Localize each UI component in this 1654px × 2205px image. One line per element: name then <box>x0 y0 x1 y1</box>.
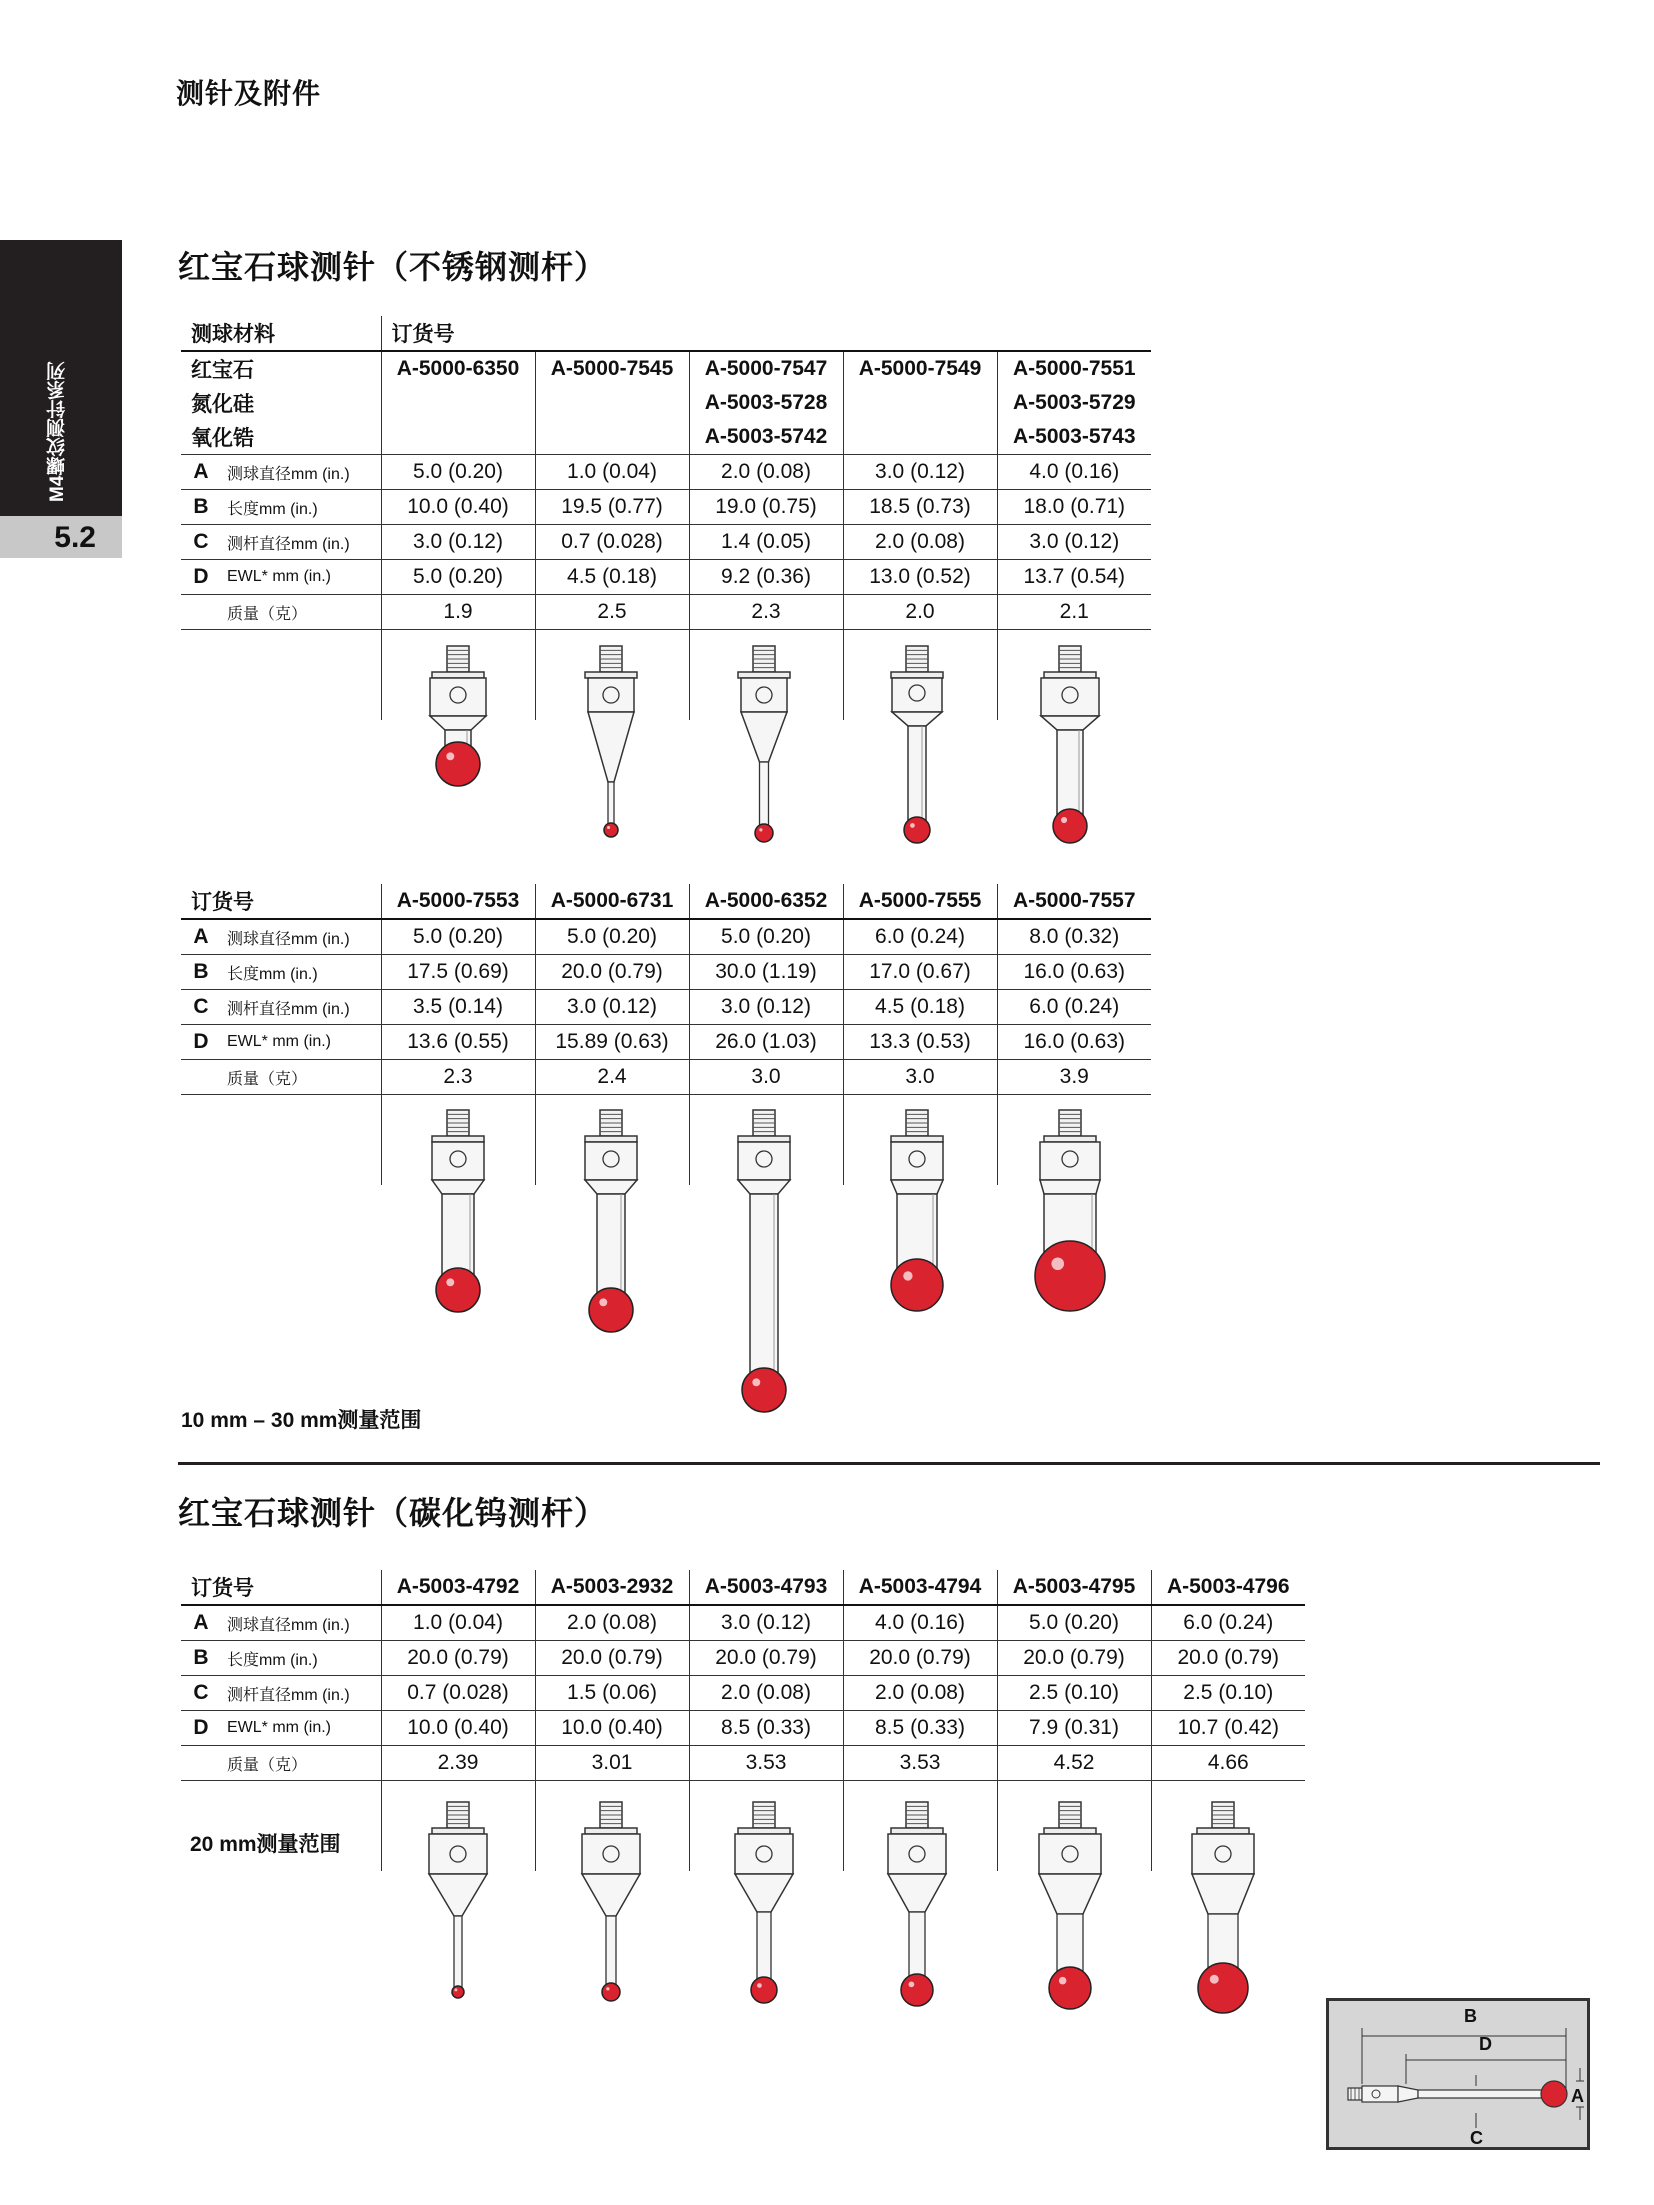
stylus-drawing <box>430 646 486 786</box>
stylus-drawing <box>1039 1802 1101 2009</box>
table-cell: 17.5 (0.69) <box>381 955 535 990</box>
table-cell: 9.2 (0.36) <box>689 560 843 595</box>
table-cell: 3.0 (0.12) <box>997 525 1151 560</box>
ruby-ball <box>904 817 930 843</box>
table-cell: 5.0 (0.20) <box>381 560 535 595</box>
row-label: 测杆直径mm (in.) <box>221 525 381 560</box>
ball-highlight <box>1210 1975 1219 1984</box>
table-cell: 20.0 (0.79) <box>1151 1641 1305 1676</box>
stylus-stem <box>909 1912 925 1980</box>
stylus-cone <box>741 712 787 762</box>
row-label: 质量（克） <box>221 1060 381 1095</box>
table-cell: 19.0 (0.75) <box>689 490 843 525</box>
stylus-stem <box>608 782 614 826</box>
stylus-drawing <box>585 1110 637 1332</box>
order-code: A-5000-7553 <box>381 884 535 919</box>
stylus-cone <box>582 1874 640 1916</box>
row-letter: D <box>181 1025 221 1060</box>
row-label: EWL* mm (in.) <box>221 1025 381 1060</box>
table-cell: 1.9 <box>381 595 535 630</box>
order-code: A-5000-7551 <box>997 351 1151 386</box>
stylus-body <box>1192 1834 1254 1874</box>
order-code: A-5000-6352 <box>689 884 843 919</box>
table-cell: 10.0 (0.40) <box>535 1711 689 1746</box>
ball-highlight <box>599 1298 607 1306</box>
stylus-flange <box>432 1136 484 1142</box>
stylus-flange <box>891 1828 943 1834</box>
table-cell: 8.5 (0.33) <box>843 1711 997 1746</box>
order-code: A-5003-4794 <box>843 1570 997 1605</box>
order-code: A-5003-2932 <box>535 1570 689 1605</box>
row-label: 测球直径mm (in.) <box>221 1605 381 1641</box>
stylus-stem <box>1057 1914 1083 1975</box>
ruby-ball <box>901 1974 933 2006</box>
table-cell: 6.0 (0.24) <box>1151 1605 1305 1641</box>
ruby-ball <box>602 1983 620 2001</box>
stylus-stem <box>908 726 926 824</box>
stylus-drawing <box>735 1802 793 2003</box>
table-cell: 17.0 (0.67) <box>843 955 997 990</box>
dimension-label-b: B <box>1464 2006 1477 2026</box>
stylus-body <box>585 1142 637 1180</box>
ruby-ball <box>751 1977 777 2003</box>
ruby-ball <box>1049 1967 1091 2009</box>
table-cell: 4.0 (0.16) <box>997 455 1151 490</box>
ball-highlight <box>759 828 762 831</box>
stylus-flange <box>738 1828 790 1834</box>
table-cell: 20.0 (0.79) <box>535 1641 689 1676</box>
stylus-taper <box>1040 1180 1100 1194</box>
table-cell: 2.1 <box>997 595 1151 630</box>
order-code: A-5003-4796 <box>1151 1570 1305 1605</box>
order-code: A-5003-5728 <box>689 386 843 420</box>
table-cell: 2.3 <box>689 595 843 630</box>
row-letter: A <box>181 1605 221 1641</box>
table-cell: 4.66 <box>1151 1746 1305 1781</box>
row-label: 测杆直径mm (in.) <box>221 990 381 1025</box>
stylus-drawing <box>738 1110 790 1412</box>
table-cell: 20.0 (0.79) <box>689 1641 843 1676</box>
stylus-body <box>429 1834 487 1874</box>
stylus-flange <box>1044 1828 1096 1834</box>
ruby-ball <box>891 1259 943 1311</box>
table-cell: 18.0 (0.71) <box>997 490 1151 525</box>
table-cell: 2.0 (0.08) <box>535 1605 689 1641</box>
ruby-ball <box>436 742 480 786</box>
stylus-body <box>1041 678 1099 716</box>
section3-title: 红宝石球测针（碳化钨测杆） <box>178 1495 608 1531</box>
table-cell: 4.0 (0.16) <box>843 1605 997 1641</box>
stylus-flange <box>585 672 637 678</box>
row-letter: D <box>181 560 221 595</box>
row-letter: C <box>181 990 221 1025</box>
table-cell: 3.0 (0.12) <box>843 455 997 490</box>
table-cell: 3.0 (0.12) <box>381 525 535 560</box>
ruby-ball <box>1035 1241 1105 1311</box>
ball-highlight <box>757 1983 762 1988</box>
order-header: 订货号 <box>181 1570 381 1605</box>
table-cell: 20.0 (0.79) <box>381 1641 535 1676</box>
material-zirconia: 氧化锆 <box>181 420 381 455</box>
stylus-body <box>735 1834 793 1874</box>
ruby-ball <box>755 824 773 842</box>
table-cell: 13.3 (0.53) <box>843 1025 997 1060</box>
table-cell: 3.9 <box>997 1060 1151 1095</box>
ruby-ball <box>604 823 618 837</box>
row-label: 测球直径mm (in.) <box>221 919 381 955</box>
section3-range-note: 20 mm测量范围 <box>190 1833 341 1856</box>
table-cell: 1.5 (0.06) <box>535 1676 689 1711</box>
table-cell: 20.0 (0.79) <box>997 1641 1151 1676</box>
ball-highlight <box>607 826 610 829</box>
row-label: 质量（克） <box>221 595 381 630</box>
order-code: A-5003-4793 <box>689 1570 843 1605</box>
stylus-flange <box>1044 1136 1096 1142</box>
row-letter: D <box>181 1711 221 1746</box>
order-code: A-5003-5742 <box>689 420 843 455</box>
material-silicon-nitride: 氮化硅 <box>191 393 254 416</box>
table-cell: 10.7 (0.42) <box>1151 1711 1305 1746</box>
order-code: A-5003-5743 <box>997 420 1151 455</box>
table-cell: 26.0 (1.03) <box>689 1025 843 1060</box>
section-number: 5.2 <box>0 516 122 558</box>
table-cell: 18.5 (0.73) <box>843 490 997 525</box>
stylus-taper <box>738 1180 790 1194</box>
dimension-label-d: D <box>1479 2034 1492 2054</box>
table-cell: 2.39 <box>381 1746 535 1781</box>
table-cell: 4.5 (0.18) <box>843 990 997 1025</box>
table-cell: 4.52 <box>997 1746 1151 1781</box>
material-ruby: 红宝石 <box>191 359 254 382</box>
table-cell: 2.4 <box>535 1060 689 1095</box>
table-cell: 2.0 (0.08) <box>843 525 997 560</box>
table-cell: 5.0 (0.20) <box>381 919 535 955</box>
table-cell: 3.0 <box>689 1060 843 1095</box>
table-cell: 5.0 (0.20) <box>535 919 689 955</box>
stylus-flange <box>738 672 790 678</box>
ruby-ball <box>436 1268 480 1312</box>
table-cell: 3.0 (0.12) <box>535 990 689 1025</box>
row-letter: A <box>181 455 221 490</box>
table-cell: 1.0 (0.04) <box>535 455 689 490</box>
table-cell: 5.0 (0.20) <box>689 919 843 955</box>
table-cell: 1.0 (0.04) <box>381 1605 535 1641</box>
stylus-body <box>588 678 634 712</box>
stylus-flange <box>1044 672 1096 678</box>
stylus-drawing <box>585 646 637 837</box>
ball-highlight <box>909 1982 915 1988</box>
row-letter: C <box>181 1676 221 1711</box>
table-cell: 2.0 <box>843 595 997 630</box>
stylus-flange <box>585 1828 637 1834</box>
dimension-label-a: A <box>1571 2086 1584 2106</box>
table-cell: 19.5 (0.77) <box>535 490 689 525</box>
table-cell: 2.5 <box>535 595 689 630</box>
row-label: 长度mm (in.) <box>221 490 381 525</box>
stylus-flange <box>1197 1828 1249 1834</box>
table-cell: 3.01 <box>535 1746 689 1781</box>
table-cell: 3.0 (0.12) <box>689 990 843 1025</box>
side-tab-label: M4螺纹测针系列 <box>47 361 68 502</box>
page-header: 测针及附件 <box>176 78 322 109</box>
order-code: A-5000-7555 <box>843 884 997 919</box>
stylus-drawing <box>1035 1110 1105 1311</box>
table-cell: 13.6 (0.55) <box>381 1025 535 1060</box>
ball-highlight <box>606 1987 609 1990</box>
stylus-drawing <box>432 1110 484 1312</box>
stylus-drawing <box>888 1802 946 2006</box>
row-letter: C <box>181 525 221 560</box>
table-cell: 2.0 (0.08) <box>843 1676 997 1711</box>
table-cell: 5.0 (0.20) <box>997 1605 1151 1641</box>
table-cell: 3.53 <box>689 1746 843 1781</box>
row-label: 测球直径mm (in.) <box>221 455 381 490</box>
stylus-body <box>892 678 942 712</box>
stylus-flange <box>432 1828 484 1834</box>
table-cell: 0.7 (0.028) <box>381 1676 535 1711</box>
stylus-body <box>432 1142 484 1180</box>
stylus-flange <box>585 1136 637 1142</box>
row-letter: B <box>181 955 221 990</box>
table-cell: 5.0 (0.20) <box>381 455 535 490</box>
stylus-flange <box>432 672 484 678</box>
order-header: 订货号 <box>181 884 381 919</box>
table-cell: 6.0 (0.24) <box>843 919 997 955</box>
stylus-cone <box>429 1874 487 1916</box>
table-cell: 13.7 (0.54) <box>997 560 1151 595</box>
stylus-taper <box>1041 716 1099 730</box>
stylus-stem <box>454 1916 462 1988</box>
order-code: A-5000-7549 <box>843 351 997 386</box>
table-cell: 16.0 (0.63) <box>997 1025 1151 1060</box>
stylus-taper <box>430 716 486 730</box>
table-cell: 2.5 (0.10) <box>997 1676 1151 1711</box>
row-label: 质量（克） <box>221 1746 381 1781</box>
stylus-body <box>738 1142 790 1180</box>
stylus-stem <box>757 1912 771 1982</box>
ruby-ball <box>742 1368 786 1412</box>
ball-highlight <box>1051 1257 1064 1270</box>
table-cell: 8.5 (0.33) <box>689 1711 843 1746</box>
order-code: A-5000-7547 <box>689 351 843 386</box>
stylus-drawing <box>1041 646 1099 843</box>
stylus-body <box>582 1834 640 1874</box>
order-code: A-5003-4795 <box>997 1570 1151 1605</box>
stylus-taper <box>891 1180 943 1194</box>
ball-highlight <box>446 1278 454 1286</box>
stylus-stem <box>760 762 769 828</box>
section1-title: 红宝石球测针（不锈钢测杆） <box>178 249 608 285</box>
table-cell: 7.9 (0.31) <box>997 1711 1151 1746</box>
table-cell: 2.3 <box>381 1060 535 1095</box>
stylus-cone <box>888 1874 946 1912</box>
ruby-ball <box>1053 809 1087 843</box>
table-cell: 10.0 (0.40) <box>381 490 535 525</box>
table-cell: 30.0 (1.19) <box>689 955 843 990</box>
stylus-drawing <box>891 1110 943 1311</box>
stylus-body <box>888 1834 946 1874</box>
table-cell: 6.0 (0.24) <box>997 990 1151 1025</box>
order-header: 订货号 <box>381 316 1151 351</box>
stylus-body <box>1040 1142 1100 1180</box>
dimension-lines <box>1362 2028 1584 2128</box>
dimension-stylus <box>1348 2081 1567 2107</box>
table-cell: 3.53 <box>843 1746 997 1781</box>
row-label: 长度mm (in.) <box>221 955 381 990</box>
stylus-body <box>891 1142 943 1180</box>
stylus-body <box>430 678 486 716</box>
stylus-cone <box>1039 1874 1101 1914</box>
stylus-flange <box>891 672 943 678</box>
row-letter: B <box>181 1641 221 1676</box>
table-cell: 2.0 (0.08) <box>689 1676 843 1711</box>
stylus-drawing <box>1192 1802 1254 2013</box>
ball-highlight <box>752 1378 760 1386</box>
stylus-taper <box>892 712 942 726</box>
stylus-drawing <box>738 646 790 842</box>
material-header: 测球材料 <box>181 316 381 351</box>
order-code: A-5003-4792 <box>381 1570 535 1605</box>
table-cell: 20.0 (0.79) <box>843 1641 997 1676</box>
stylus-body <box>1039 1834 1101 1874</box>
stylus-stem <box>442 1194 474 1279</box>
stylus-drawing <box>582 1802 640 2001</box>
table-cell: 3.0 <box>843 1060 997 1095</box>
table-cell: 1.4 (0.05) <box>689 525 843 560</box>
table-cell: 3.0 (0.12) <box>689 1605 843 1641</box>
stylus-cone <box>735 1874 793 1912</box>
row-label: EWL* mm (in.) <box>221 1711 381 1746</box>
stylus-cone <box>1192 1874 1254 1914</box>
order-code: A-5000-6731 <box>535 884 689 919</box>
table-cell: 13.0 (0.52) <box>843 560 997 595</box>
dimension-label-c: C <box>1470 2128 1483 2148</box>
table-cell: 10.0 (0.40) <box>381 1711 535 1746</box>
table-cell: 4.5 (0.18) <box>535 560 689 595</box>
table-cell: 20.0 (0.79) <box>535 955 689 990</box>
row-label: 长度mm (in.) <box>221 1641 381 1676</box>
order-code: A-5000-6350 <box>381 351 535 386</box>
stylus-taper <box>585 1180 637 1194</box>
stylus-drawing <box>891 646 943 843</box>
ball-highlight <box>1061 817 1067 823</box>
order-code: A-5000-7557 <box>997 884 1151 919</box>
table-cell: 3.5 (0.14) <box>381 990 535 1025</box>
dimension-diagram-drawing <box>1326 1998 1590 2150</box>
row-label: 测杆直径mm (in.) <box>221 1676 381 1711</box>
ball-highlight <box>910 823 915 828</box>
ball-highlight <box>446 752 454 760</box>
ruby-ball <box>589 1288 633 1332</box>
section2-range-note: 10 mm – 30 mm测量范围 <box>181 1409 422 1432</box>
ruby-ball <box>1198 1963 1248 2013</box>
ruby-ball <box>452 1986 464 1998</box>
table-cell: 2.0 (0.08) <box>689 455 843 490</box>
stylus-cone <box>588 712 634 782</box>
stylus-body <box>741 678 787 712</box>
stylus-drawing <box>429 1802 487 1998</box>
ball-highlight <box>903 1271 912 1280</box>
table-cell: 16.0 (0.63) <box>997 955 1151 990</box>
table-cell: 15.89 (0.63) <box>535 1025 689 1060</box>
table-cell: 8.0 (0.32) <box>997 919 1151 955</box>
ball-highlight <box>454 1988 457 1991</box>
row-label: EWL* mm (in.) <box>221 560 381 595</box>
stylus-stem <box>606 1916 616 1987</box>
table-cell: 0.7 (0.028) <box>535 525 689 560</box>
stylus-flange <box>738 1136 790 1142</box>
ball-highlight <box>1059 1977 1067 1985</box>
stylus-taper <box>432 1180 484 1194</box>
order-code: A-5003-5729 <box>997 386 1151 420</box>
row-letter: A <box>181 919 221 955</box>
order-code: A-5000-7545 <box>535 351 689 386</box>
row-letter: B <box>181 490 221 525</box>
table-cell: 2.5 (0.10) <box>1151 1676 1305 1711</box>
stylus-flange <box>891 1136 943 1142</box>
